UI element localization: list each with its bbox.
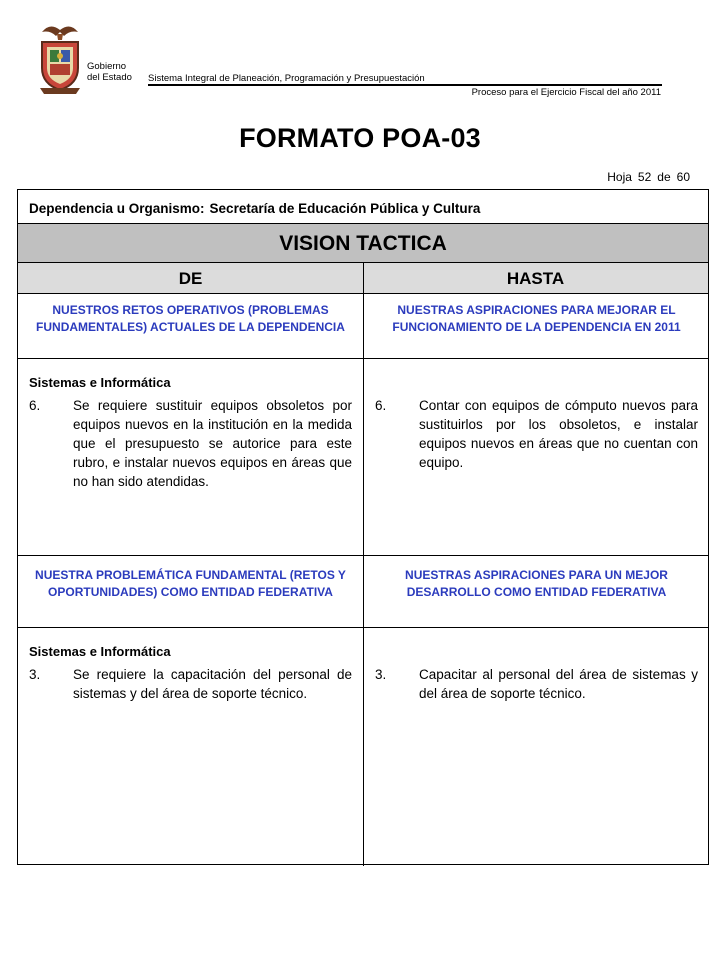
proceso-label: Proceso para el Ejercicio Fiscal del año 2011 [471, 87, 661, 98]
sistema-label: Sistema Integral de Planeación, Programación y Presupuestación [148, 73, 425, 84]
section1-left-heading: NUESTROS RETOS OPERATIVOS (PROBLEMAS FUNDAMENTALES) ACTUALES DE LA DEPENDENCIA [36, 303, 345, 334]
section2-right-item [375, 665, 698, 703]
section2-left-text: Se requiere la capacitación del personal de sistemas y del área de soporte técnico. [73, 667, 352, 701]
gobierno-label [87, 61, 132, 83]
section1-area: Sistemas e Informática [29, 375, 171, 390]
section2-right-heading: NUESTRAS ASPIRACIONES PARA UN MEJOR DESARROLLO COMO ENTIDAD FEDERATIVA [405, 568, 668, 599]
hoja-label: Hoja [607, 170, 632, 184]
header-divider [148, 84, 662, 86]
dependencia-value: Secretaría de Educación Pública y Cultura [209, 201, 481, 216]
section1-heading-divider [18, 358, 708, 359]
section2-right-cell [364, 665, 709, 703]
section1-left-number: 6. [29, 398, 41, 413]
column-hasta-header: HASTA [506, 269, 565, 288]
section2-right-text: Capacitar al personal del área de sistemas y del área de soporte técnico. [419, 667, 698, 701]
section-divider [18, 555, 708, 556]
section2-area: Sistemas e Informática [29, 644, 171, 659]
state-coat-of-arms-icon [36, 18, 84, 96]
column-de-header: DE [178, 269, 203, 288]
vision-tactica-table [17, 189, 709, 865]
dependencia-label: Dependencia u Organismo: [29, 201, 205, 216]
dependencia-row [18, 190, 708, 224]
section1-left-item [29, 396, 352, 491]
page-counter [601, 170, 690, 184]
page-title: FORMATO POA-03 [239, 123, 481, 153]
section1-left-text: Se requiere sustituir equipos obsoletos por equipos nuevos en la institución en la medida que el presupuesto se autorice para este rubro, e instalar nuevos equipos en áreas que no han sido atendidas. [73, 398, 352, 489]
hoja-page: 52 [637, 170, 652, 184]
section2-left-heading: NUESTRA PROBLEMÁTICA FUNDAMENTAL (RETOS Y OPORTUNIDADES) COMO ENTIDAD FEDERATIVA [35, 568, 346, 599]
gobierno-line-2: del Estado [87, 72, 132, 83]
hoja-total: 60 [676, 170, 690, 184]
section2-right-number: 3. [375, 667, 387, 682]
section1-right-heading: NUESTRAS ASPIRACIONES PARA MEJORAR EL FUNCIONAMIENTO DE LA DEPENDENCIA EN 2011 [392, 303, 681, 334]
section2-left-number: 3. [29, 667, 41, 682]
hoja-de: de [657, 170, 671, 184]
section1-right-cell [364, 396, 709, 472]
section2-left-item [29, 665, 352, 703]
section2-left-cell [18, 642, 363, 703]
gobierno-line-1: Gobierno [87, 61, 127, 72]
section1-left-cell [18, 373, 363, 491]
section1-right-item [375, 396, 698, 472]
vision-tactica-header: VISION TACTICA [18, 224, 708, 263]
section1-right-text: Contar con equipos de cómputo nuevos para sustituirlos por los obsoletos, e instalar equipos nuevos en áreas que no cuentan con equipo. [419, 398, 698, 470]
column-divider [363, 263, 364, 866]
section2-heading-divider [18, 627, 708, 628]
section1-right-number: 6. [375, 398, 387, 413]
